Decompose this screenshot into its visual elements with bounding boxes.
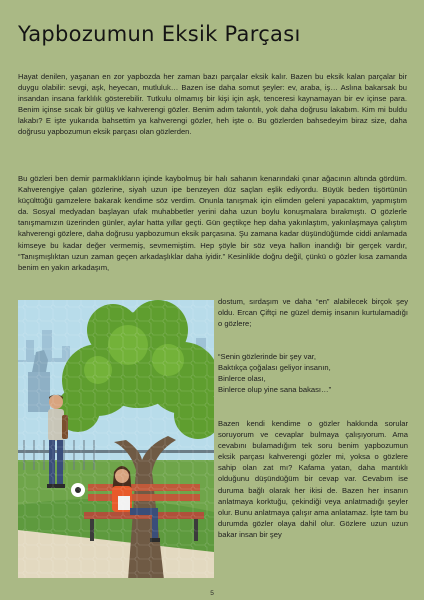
- page-title: Yapbozumun Eksik Parçası: [18, 22, 301, 46]
- paragraph-friendship: dostum, sırdaşım ve daha “en” alabilecek birçok şey oldu. Ercan Çiftçi ne güzel demiş insanın kurtulamadığı o gözlere;: [218, 297, 408, 329]
- poem-line: “Senin gözlerinde bir şey var,: [218, 352, 316, 361]
- poem-line: Baktıkça çoğalası geliyor insanın,: [218, 363, 331, 373]
- paragraph-meeting: Bu gözleri ben demir parmaklıkların içinde kaybolmuş bir halı sahanın kenarındaki çınar ağacının altında gördüm. Kahverengiye çalan gözlerine, siyah uzun ipe benzeyen düz saçları eşlik ediyordu. Büyük beden tişörtünün küçülttüğü gamzelere bakarak kendime söz verdim. Onunla tanışmak için elimden geleni yapacaktım, yapmıştım da. Sosyal medyadan başlayan ufak muhabbetler yerini daha uzun boylu konuşmalara bırakmıştı. O gözlerle tanışmamızın üzerinden günler, aylar hatta yıllar geçti. Gün geçtikçe hep daha yakınlaştım, yakınlaşmaya çalıştım kahverengi gözlere, daha doğrusu yapbozumun eksik parçasına. Şu zamana kadar düşündüğümde ciddi anlamada kimseye bu kadar değer vermemiş, sevmemiştim. Hep şöyle bir söz veya halkın inandığı bir gerçek vardır, “Tanışmışlıktan uzun zaman geçen arkadaşlıklar daha iyidir.” Kesinlikle doğru değil, çünkü o gözler kısa zamanda benim en yakın arkadaşım,: [18, 174, 407, 272]
- poem-line: Binlerce olup yine sana bakası…”: [218, 385, 332, 395]
- poem-quote: [218, 351, 408, 395]
- paragraph-questions: Bazen kendi kendime o gözler hakkında sorular soruyorum ve cevaplar bulmaya çalışıyorum. Ama cevabını bulamadığım tek soru benim yapbozumun eksik parçası kahverengi gözler mi, yoksa o gözlere sahip olan zat mı? Kafama yatan, daha mantıklı olduğunu düşündüğüm bir cevap var. Cevabım ise duruma bağlı olarak her ikisi de. Bazen her insanın anlatmaya korktuğu, çekindiği veya anlatmadığı şeyler olur. Bunu anlatmaya çalışır ama anlatamaz. İşte tam bu durumda gözler olaya dahil olur. Gözlere uzun uzun bakar insan bir şey: [218, 419, 408, 539]
- page-number: 5: [210, 590, 214, 597]
- puzzle-park-illustration: [18, 300, 214, 578]
- poem-line: Binlerce olası,: [218, 374, 266, 384]
- paragraph-intro: Hayat denilen, yaşanan en zor yapbozda her zaman bazı parçalar eksik kalır. Bazen bu eksik kalan parçalar bir duygu olabilir: sevgi, aşk, heyecan, mutluluk… Bazen ise daha somut şeyler: ev, araba, iş… Aslına bakarsak bu insandan insana farklılık gösterebilir. Tutkulu olmamış bir kişi için aşk, tenceresi kaynamayan bir ev içinse para. Benim içinse sıcak bir gülüş ve kahverengi gözler. Benim adım takıntılı, yok daha doğrusu lakabım. Kim mi buldu lakabı? E işte yukarıda bahsettim ya kahverengi gözler, heh işte o. Bu gözlerden bahsedeyim biraz size, daha doğrusu yapbozumun eksik parçası olan gözlerden.: [18, 72, 407, 137]
